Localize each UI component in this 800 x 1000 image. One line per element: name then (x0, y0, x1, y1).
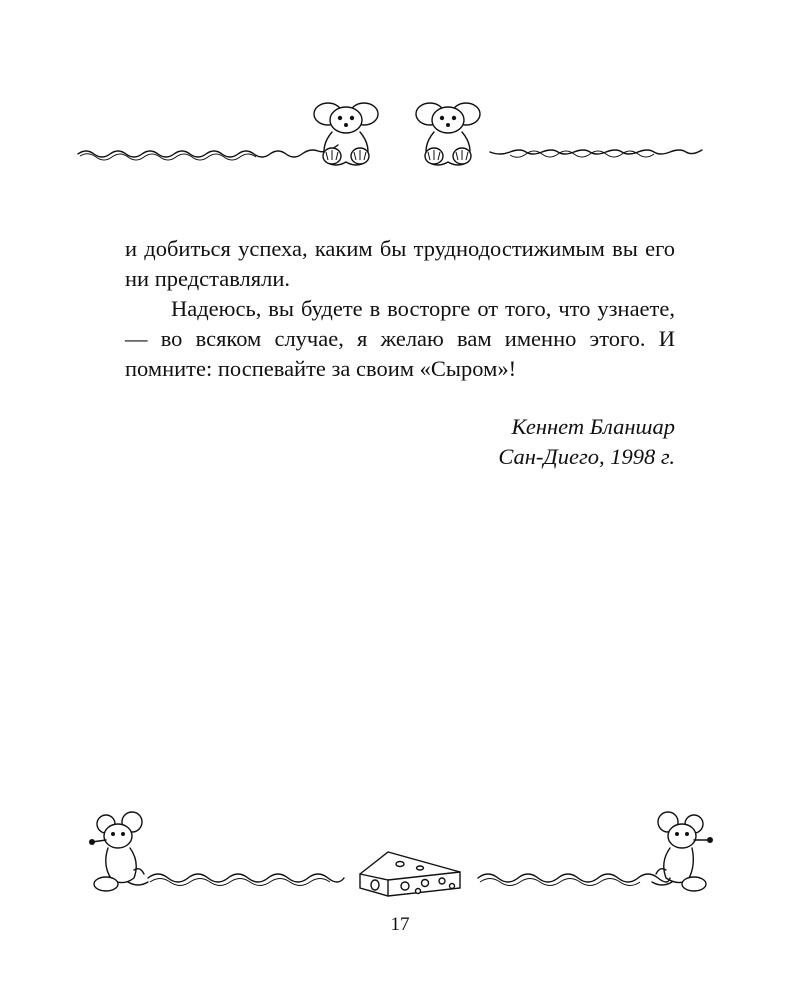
body-text (125, 234, 675, 384)
cheese-icon (360, 852, 460, 896)
signature-block (498, 412, 675, 472)
mouse-right-standing-icon (652, 812, 713, 891)
top-ornament-mice-icon (70, 92, 730, 172)
mouse-left-standing-icon (89, 812, 148, 891)
paragraph-wish: Надеюсь, вы будете в восторге от того, что узнаете, — во всяком случае, я желаю вам именно этого. И помните: поспевайте за своим «Сыром»! (125, 296, 675, 381)
signature-place-date: Сан-Диего, 1998 г. (498, 444, 675, 469)
paragraph-continuation: и добиться успеха, каким бы труднодостижимым вы его ни представляли. (125, 236, 675, 291)
mouse-right-icon (416, 103, 480, 165)
page-number: 17 (390, 914, 410, 935)
bottom-ornament-mice-cheese-icon (70, 812, 730, 902)
mouse-left-icon (314, 103, 378, 165)
signature-author: Кеннет Бланшар (511, 414, 675, 439)
